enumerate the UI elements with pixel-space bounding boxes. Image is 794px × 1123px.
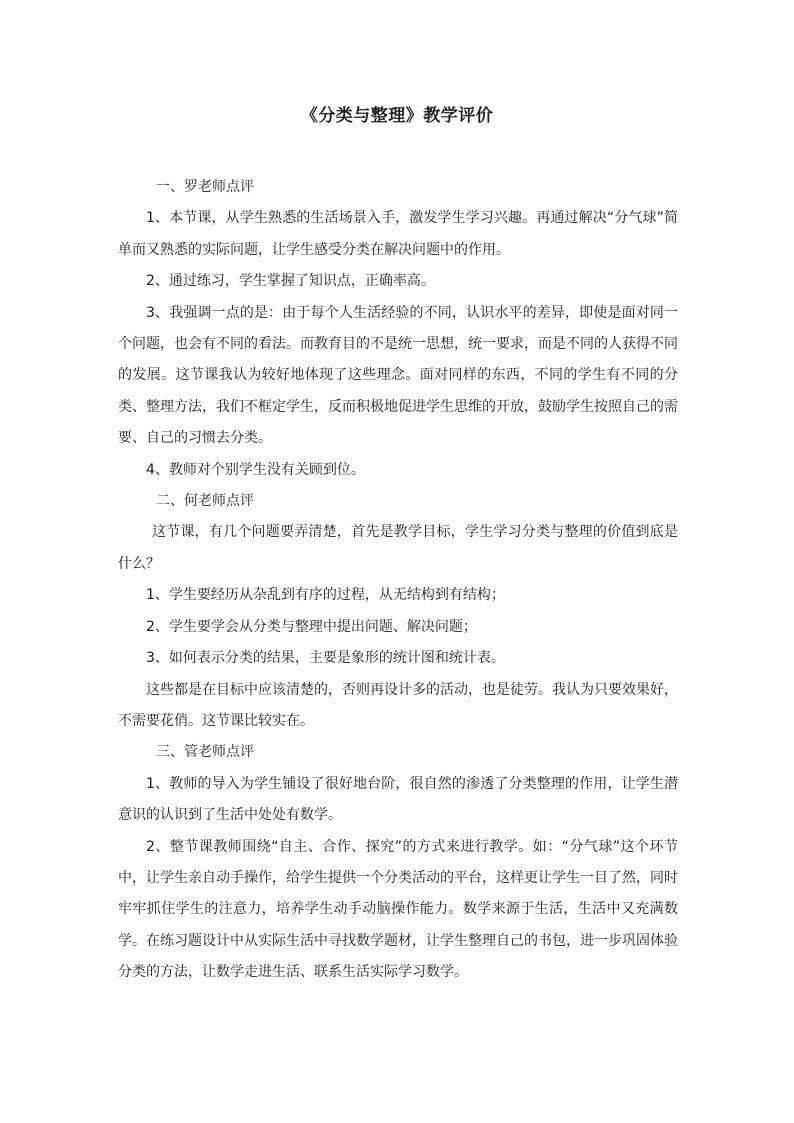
document-body	[118, 172, 678, 989]
luo-comment-1: 1、本节课，从学生熟悉的生活场景入手，激发学生学习兴趣。再通过解决“分气球”简单而又熟悉的实际问题，让学生感受分类在解决问题中的作用。	[118, 210, 678, 258]
section-heading-he: 二、何老师点评	[156, 493, 254, 510]
he-comment-summary: 这些都是在目标中应该清楚的，否则再设计多的活动，也是徒劳。我认为只要效果好，不需要花俏。这节课比较实在。	[118, 681, 678, 729]
luo-comment-3: 3、我强调一点的是：由于每个人生活经验的不同，认识水平的差异，即使是面对同一个问题，也会有不同的看法。而教育目的不是统一思想，统一要求，而是不同的人获得不同的发展。这节课我认为较好地体现了这些理念。面对同样的东西，不同的学生有不同的分类、整理方法，我们不框定学生，反而积极地促进学生思维的开放，鼓励学生按照自己的需要、自己的习惯去分类。	[118, 304, 678, 447]
document-title: 《分类与整理》教学评价	[300, 106, 494, 126]
section-heading-luo: 一、罗老师点评	[156, 179, 254, 195]
he-comment-intro: 这节课，有几个问题要弄清楚，首先是教学目标，学生学习分类与整理的价值到底是什么？	[118, 524, 678, 572]
luo-comment-4: 4、教师对个别学生没有关顾到位。	[146, 461, 365, 478]
luo-comment-2: 2、通过练习，学生掌握了知识点，正确率高。	[146, 273, 435, 290]
section-heading-guan: 三、管老师点评	[156, 744, 254, 761]
guan-comment-2: 2、整节课教师围绕“自主、合作、探究”的方式来进行教学。如：“分气球”这个环节中，让学生亲自动手操作，给学生提供一个分类活动的平台，这样更让学生一目了然，同时牢牢抓住学生的注意力，培养学生动手动脑操作能力。数学来源于生活，生活中又充满数学。在练习题设计中从实际生活中寻找数学题材，让学生整理自己的书包，进一步巩固体验分类的方法，让数学走进生活、联系生活实际学习数学。	[118, 838, 678, 981]
he-comment-1: 1、学生要经历从杂乱到有序的过程，从无结构到有结构；	[146, 587, 505, 604]
he-comment-2: 2、学生要学会从分类与整理中提出问题、解决问题；	[146, 618, 477, 635]
he-comment-3: 3、如何表示分类的结果，主要是象形的统计图和统计表。	[146, 650, 505, 667]
guan-comment-1: 1、教师的导入为学生铺设了很好地台阶，很自然的渗透了分类整理的作用，让学生潜意识的认识到了生活中处处有数学。	[118, 775, 678, 824]
